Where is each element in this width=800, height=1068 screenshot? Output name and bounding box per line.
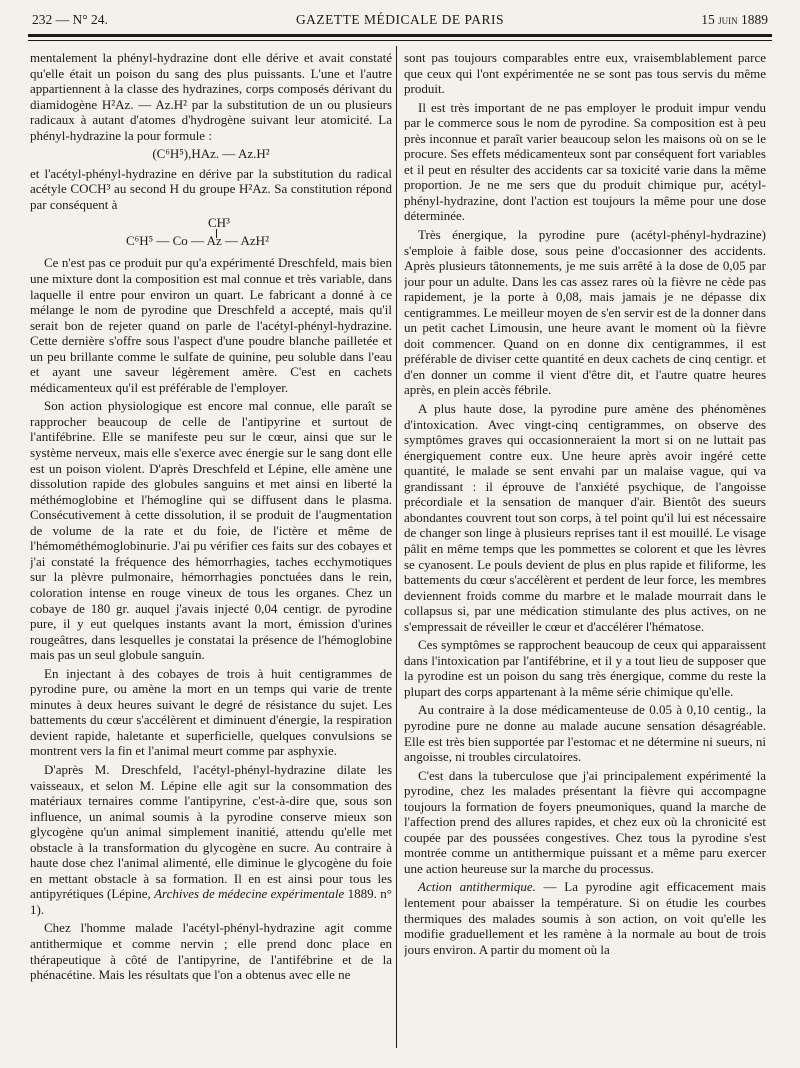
- page-number: 232 — N° 24.: [32, 12, 108, 27]
- paragraph: Ces symptômes se rapprochent beaucoup de ceux qui apparaissent dans l'intoxication par l'antifébrine, et il y a tout lieu de supposer que la pyrodine est un poison du sang très énergique, comme du reste la plupart des corps appartenant à la même série chimique qu'elle.: [404, 637, 766, 699]
- formula-phenyl-hydrazine: (C⁶H⁵),HAz. — Az.H²: [152, 146, 270, 162]
- formula-acetyl-phenyl-hydrazine: [30, 215, 392, 249]
- issue-date: 15 juin 1889: [701, 12, 768, 27]
- paragraph-text: D'après M. Dreschfeld, l'acétyl-phényl-hydrazine dilate les vaisseaux, et selon M. Lépine elle agit sur la consommation des matériaux ternaires comme l'antipyrine, c'est-à-dire que, sous son influence, un animal soumis à la pyrodine conserve mieux son glycogène qu'un animal simplement inanitié, attendu qu'elle met obstacle à la transformation du glycogène en sucre. Au contraire à haute dose chez l'animal alimenté, elle diminue le glycogène du foie en mettant obstacle à sa formation. Il en est ainsi pour tous les antipyrétiques (Lépine,: [30, 761, 392, 902]
- formula-main-chain: C⁶H⁵ — Co — Az — AzH²: [126, 233, 269, 249]
- right-column: [404, 50, 766, 1046]
- paragraph: Il est très important de ne pas employer le produit impur vendu par le commerce sous le nom de pyrodine. Sa composition est à peu près inconnue et paraît varier beaucoup selon les maisons où on se le procure. Ses effets médicamenteux sont par conséquent fort variables et il peut en résulter des accidents car sa toxicité varie dans la même proportion. Je ne me sers que du produit chimique pur, acétyl-phényl-hydrazine, dont l'action est toujours la même pour une dose déterminée.: [404, 99, 766, 224]
- column-divider: [396, 46, 397, 1048]
- paragraph: Son action physiologique est encore mal connue, elle paraît se rapprocher beaucoup de celle de l'antipyrine et surtout de l'antifébrine. Elle se manifeste peu sur le cœur, ainsi que sur le système nerveux, mais elle s'exerce avec énergie sur le sang dont elle est un poison violent. D'après Dreschfeld et Lépine, elle amène une dissolution rapide des globules sanguins et met ainsi en liberté la méthémoglobine et l'hémogline qui se diffusent dans le plasma. Consécutivement à cette dissolution, il se produit de l'augmentation de volume de la rate et du foie, de l'ictère et même de l'hémométhémoglobinurie. J'ai pu vérifier ces faits sur des cobayes et j'ai constaté la fréquence des hémorrhagies, taches ecchymotiques sur la plèvre pulmonaire, hémorrhagies ponctuées dans le rein, coloration intense en rouge vineux de tous les organes. Chez un cobaye de 180 gr. auquel j'avais injecté 0,04 centigr. de pyrodine pure, il y eut quelques instants avant la mort, émission d'urines rougeâtres, dans lesquelles je constatai la présence de l'hémoglobine mais pas un seul globule sanguin.: [30, 398, 392, 663]
- header-rule-thick: [28, 34, 772, 37]
- paragraph: [30, 762, 392, 917]
- paragraph: Au contraire à la dose médicamenteuse de 0.05 à 0,10 centig., la pyrodine pure ne donne au malade aucune sensation désagréable. Elle est très bien supportée par l'estomac et ne détermine ni sueurs, ni angoisse, ni troubles circulatoires.: [404, 702, 766, 765]
- paragraph: Ce n'est pas ce produit pur qu'a expérimenté Dreschfeld, mais bien une mixture dont la composition est mal connue et très variable, dans laquelle il entre pour environ un quart. Le fabricant a donné à ce mélange le nom de pyrodine que Dreschfeld a accepté, mais qu'il serait bon de rejeter quand on parle de l'acétyl-phényl-hydrazine. Cette dernière s'offre sous l'aspect d'une poudre blanche pailletée et un peu brillante comme le sulfate de quinine, peu soluble dans l'eau et ayant une saveur légèrement amère. C'est en cachets médicamenteux qu'il est préférable de l'employer.: [30, 255, 392, 395]
- formula-methyl-group: CH³: [208, 215, 230, 231]
- paragraph: C'est dans la tuberculose que j'ai principalement expérimenté la pyrodine, chez les malades présentant la fièvre qui accompagne toujours la formation de foyers pneumoniques, quand la marche de l'affection prend des allures rapides, et chez eux où la chronicité est coupée par des poussées congestives. Chez tous la pyrodine s'est montrée comme un antithermique puissant et a même paru exercer une action heureuse sur la marche du processus.: [404, 767, 766, 876]
- paragraph: sont pas toujours comparables entre eux, vraisemblablement parce que ceux qui l'ont expérimentée ne se sont pas tous servis du même produit.: [404, 50, 766, 97]
- running-header: [28, 8, 772, 30]
- paragraph-text: — La pyrodine agit efficacement mais lentement pour abaisser la température. Si on étudie les courbes thermiques des malades soumis à son action, on voit qu'elle les modifie graduellement et les ramène à la normale au bout de trois jours environ. A partir du moment où la: [404, 879, 766, 957]
- section-heading: Action antithermique.: [418, 879, 536, 895]
- paragraph: Très énergique, la pyrodine pure (acétyl-phényl-hydrazine) s'emploie à faible dose, sous peine d'occasionner des accidents. Après plusieurs tâtonnements, je me suis arrêté à la dose de 0,05 par jour pour un adulte. Dans les cas assez rares où la fièvre ne cède pas rapidement, je la porte à 0,08, mais jamais je ne dépasse dix centigrammes. Le meilleur moyen de s'en servir est de la donner dans un petit cachet Limousin, une heure avant le moment où la fièvre doit commencer. Quand on en donne dix centigrammes, il est préférable de diviser cette quantité en deux cachets de cinq centigr. et d'en donner un comme il vient d'être dit, et l'autre quatre heures après, en plein accès fébrile.: [404, 227, 766, 398]
- paragraph: A plus haute dose, la pyrodine pure amène des phénomènes d'intoxication. Avec vingt-cinq centigrammes, on observe des symptômes graves qui occasionneraient la mort si on ne luttait pas énergiquement contre eux. Une heure après avoir ingéré cette quantité, le malade se sent envahi par un malaise vague, qui va grandissant : il éprouve de l'anxiété psychique, de l'angoisse précordiale et la sensation de manquer d'air. Bientôt des sueurs abondantes couvrent tout son corps, à tel point qu'il lui est nécessaire de changer son linge à plusieurs reprises tant il est mouillé. Le visage pâlit en même temps que les pommettes se colorent et que les lèvres se cyanosent. Le pouls devient de plus en plus rapide et filiforme, les battements du cœur s'accélèrent et perdent de leur force, les membres deviennent froids comme du marbre et le malade mourrait dans le collapsus si, par une médication stimulante des plus actives, on ne s'empressait de réveiller le cœur et d'accélérer l'hématose.: [404, 401, 766, 634]
- journal-title: GAZETTE MÉDICALE DE PARIS: [295, 12, 505, 27]
- paragraph: Chez l'homme malade l'acétyl-phényl-hydrazine agit comme antithermique et comme nervin ; elle prend donc place en thérapeutique à côté de l'antipyrine, de l'antifébrine et de la phénacétine. Mais les résultats que l'on a obtenus avec elle ne: [30, 920, 392, 983]
- paragraph: mentalement la phényl-hydrazine dont elle dérive et avait constaté qu'elle était un poison du sang des plus puissants. L'une et l'autre appartiennent à la classe des hydrazines, corps composés dérivant du diamidogène H²Az. — Az.H² par la substitution de un ou plusieurs radicaux à autant d'atomes d'hydrogène suivant leur atomicité. La phényl-hydrazine la pour formule :: [30, 50, 392, 143]
- paragraph: En injectant à des cobayes de trois à huit centigrammes de pyrodine pure, ou amène la mort en un temps qui varie de trente minutes à deux heures suivant le degré de résistance du sujet. Les battements du cœur s'accélèrent et diminuent d'énergie, la respiration devient rapide, haletante et superficielle, quelques convulsions se montrent vers la fin et l'animal meurt comme par asphyxie.: [30, 665, 392, 759]
- left-column: [30, 50, 392, 1046]
- citation-title: Archives de médecine expérimentale: [154, 886, 345, 902]
- citation-end: 1889. n° 1).: [30, 886, 392, 917]
- header-rule-thin: [28, 40, 772, 41]
- paragraph: et l'acétyl-phényl-hydrazine en dérive par la substitution du radical acétyle COCH³ au second H du groupe H²Az. Sa constitution répond par conséquent à: [30, 165, 392, 212]
- paragraph: [404, 879, 766, 957]
